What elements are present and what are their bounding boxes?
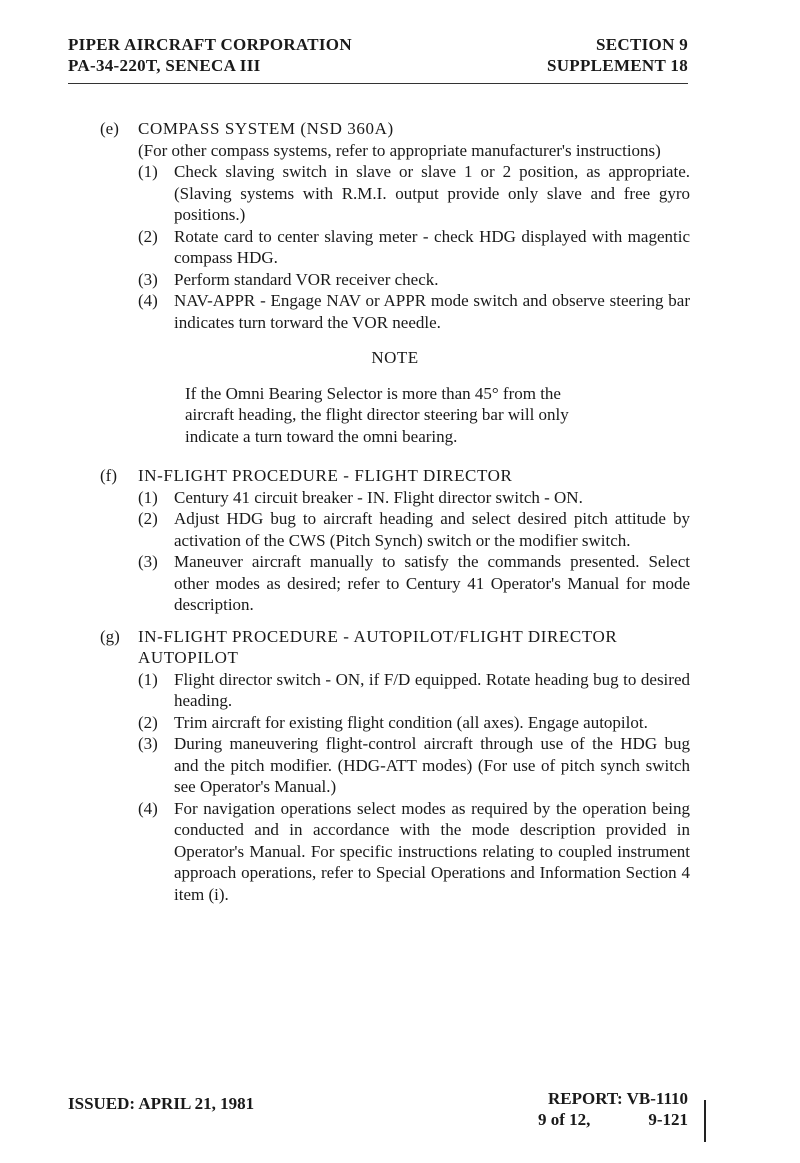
item-number: (3) xyxy=(138,734,158,753)
header-rule xyxy=(68,83,688,84)
section-g xyxy=(100,626,690,906)
list-item xyxy=(138,161,690,226)
item-text: Maneuver aircraft manually to satisfy the commands presented. Select other modes as desired; refer to Century 41 Operator's Manual for mode description. xyxy=(174,552,690,614)
item-text: Century 41 circuit breaker - IN. Flight director switch - ON. xyxy=(174,487,583,507)
item-number: (2) xyxy=(138,509,158,528)
revision-bar xyxy=(704,1100,706,1142)
list-item xyxy=(138,798,690,906)
list-item xyxy=(138,226,690,269)
issued-date: ISSUED: APRIL 21, 1981 xyxy=(68,1094,255,1113)
supplement-number: SUPPLEMENT 18 xyxy=(546,56,688,75)
item-text: Flight director switch - ON, if F/D equipped. Rotate heading bug to desired heading. xyxy=(174,669,690,710)
note-text: If the Omni Bearing Selector is more than 45° from the aircraft heading, the flight director steering bar will only indicate a turn toward the omni bearing. xyxy=(185,383,569,446)
list-item xyxy=(138,712,690,734)
section-f xyxy=(100,465,690,616)
item-number: (1) xyxy=(138,669,158,689)
list-item xyxy=(138,669,690,712)
item-text: Adjust HDG bug to aircraft heading and select desired pitch attitude by activation of the CWS (Pitch Synch) switch or the modifier switch. xyxy=(174,509,690,550)
item-text: Rotate card to center slaving meter - check HDG displayed with magentic compass HDG. xyxy=(174,226,690,267)
list-item xyxy=(138,733,690,798)
item-number: (3) xyxy=(138,269,158,289)
item-text: Check slaving switch in slave or slave 1 or 2 position, as appropriate. (Slaving systems with R.M.I. output provide only slave and free gyro positions.) xyxy=(174,162,690,224)
section-label: (f) xyxy=(100,466,117,485)
section-title: COMPASS SYSTEM (NSD 360A) xyxy=(138,119,394,138)
section-label: (e) xyxy=(100,119,119,138)
section-intro: (For other compass systems, refer to appropriate manufacturer's instructions) xyxy=(138,140,661,160)
list-item xyxy=(138,551,690,616)
item-number: (2) xyxy=(138,226,158,246)
page-header xyxy=(68,34,688,76)
item-number: (3) xyxy=(138,552,158,571)
page-content xyxy=(100,118,690,915)
page-of: 9 of 12, xyxy=(538,1110,591,1129)
section-title: IN-FLIGHT PROCEDURE - FLIGHT DIRECTOR xyxy=(138,466,513,485)
item-number: (4) xyxy=(138,798,158,818)
item-number: (2) xyxy=(138,712,158,732)
section-e xyxy=(100,118,690,447)
section-title: IN-FLIGHT PROCEDURE - AUTOPILOT/FLIGHT DIRECTOR AUTOPILOT xyxy=(138,626,618,667)
aircraft-model: PA-34-220T, SENECA III xyxy=(68,56,261,75)
item-number: (1) xyxy=(138,487,158,507)
list-item xyxy=(138,487,690,509)
item-number: (4) xyxy=(138,291,158,310)
note-heading: NOTE xyxy=(371,348,419,367)
page-number: 9-121 xyxy=(648,1110,688,1129)
item-text: During maneuvering flight-control aircraft through use of the HDG bug and the pitch modifier. (HDG-ATT modes) (For use of pitch synch switch see Operator's Manual.) xyxy=(174,734,690,796)
section-number: SECTION 9 xyxy=(596,35,688,54)
company-name: PIPER AIRCRAFT CORPORATION xyxy=(68,35,352,54)
item-text: Perform standard VOR receiver check. xyxy=(174,269,439,289)
item-text: NAV-APPR - Engage NAV or APPR mode switch and observe steering bar indicates turn torward the VOR needle. xyxy=(174,291,690,332)
section-label: (g) xyxy=(100,626,120,646)
item-number: (1) xyxy=(138,162,158,181)
list-item xyxy=(138,269,690,291)
item-text: For navigation operations select modes as required by the operation being conducted and in accordance with the mode description provided in Operator's Manual. For specific instructions relating to coupled instrument approach operations, refer to Special Operations and Information Section 4 item (i). xyxy=(174,798,690,904)
report-number: REPORT: VB-1110 xyxy=(548,1089,688,1108)
list-item xyxy=(138,290,690,333)
list-item xyxy=(138,508,690,551)
item-text: Trim aircraft for existing flight condition (all axes). Engage autopilot. xyxy=(174,712,648,732)
